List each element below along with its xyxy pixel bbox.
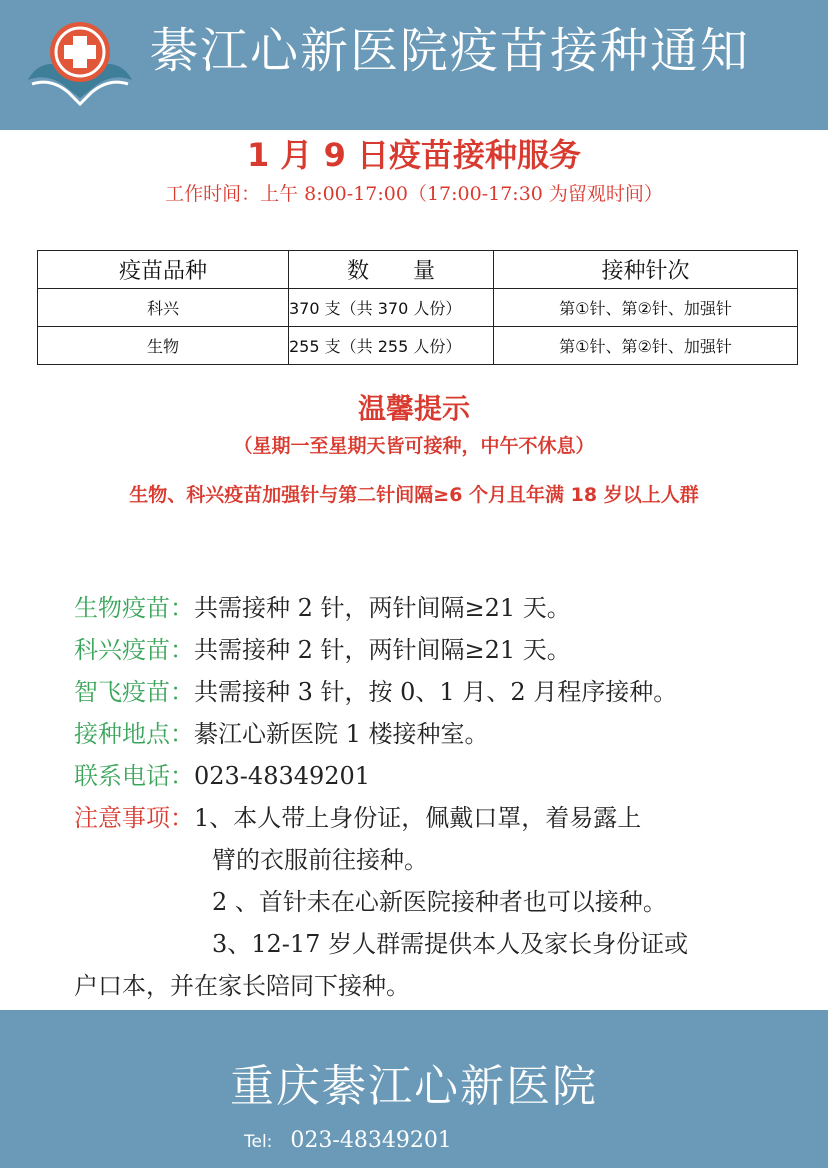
tips-title: 温馨提示 (357, 392, 470, 425)
info-label: 科兴疫苗： (74, 636, 194, 664)
info-label: 联系电话： (74, 762, 194, 790)
vaccine-table (37, 250, 798, 365)
table-row (38, 327, 798, 365)
notice-item-3-wrap: 户口本，并在家长陪同下接种。 (74, 972, 410, 1000)
info-text: 綦江心新医院 1 楼接种室。 (194, 720, 489, 748)
table-row (38, 289, 798, 327)
column-header-vaccine: 疫苗品种 (38, 251, 289, 289)
notice-item-2: 2 、首针未在心新医院接种者也可以接种。 (212, 888, 667, 916)
info-item-phone (74, 756, 370, 791)
footer-tel-label: Tel: (244, 1132, 273, 1152)
notice-item-1-wrap: 臂的衣服前往接种。 (212, 846, 428, 874)
info-item-location (74, 714, 489, 749)
info-text: 共需接种 2 针，两针间隔≥21 天。 (194, 594, 571, 622)
vaccine-doses: 第①针、第②针、加强针 (494, 327, 798, 365)
info-item-zhifei (74, 672, 677, 707)
header-title: 綦江心新医院疫苗接种通知 (150, 23, 751, 79)
info-item-sinopharm (74, 588, 571, 623)
tips-booster: 生物、科兴疫苗加强针与第二针间隔≥6 个月且年满 18 岁以上人群 (129, 484, 699, 506)
vaccine-name: 生物 (38, 327, 289, 365)
notice-text: 1、本人带上身份证，佩戴口罩，着易露上 (194, 804, 642, 832)
info-label: 接种地点： (74, 720, 194, 748)
table-header-row (38, 251, 798, 289)
info-label: 智飞疫苗： (74, 678, 194, 706)
footer-hospital-name: 重庆綦江心新医院 (230, 1061, 598, 1112)
vaccine-name: 科兴 (38, 289, 289, 327)
info-text: 023-48349201 (194, 762, 371, 790)
service-title: 1 月 9 日疫苗接种服务 (247, 136, 581, 174)
tips-schedule: （星期一至星期天皆可接种，中午不休息） (233, 435, 595, 457)
info-text: 共需接种 2 针，两针间隔≥21 天。 (194, 636, 571, 664)
vaccine-quantity: 370 支（共 370 人份） (289, 289, 494, 327)
info-text: 共需接种 3 针，按 0、1 月、2 月程序接种。 (194, 678, 678, 706)
vaccine-doses: 第①针、第②针、加强针 (494, 289, 798, 327)
column-header-quantity: 数 量 (289, 251, 494, 289)
hospital-logo-icon (22, 14, 138, 112)
notice-item-1 (74, 798, 641, 833)
notice-label: 注意事项： (74, 804, 194, 832)
info-label: 生物疫苗： (74, 594, 194, 622)
column-header-doses: 接种针次 (494, 251, 798, 289)
notice-item-3: 3、12-17 岁人群需提供本人及家长身份证或 (212, 930, 689, 958)
footer-phone (244, 1128, 452, 1153)
vaccine-quantity: 255 支（共 255 人份） (289, 327, 494, 365)
info-item-sinovac (74, 630, 571, 665)
work-hours: 工作时间：上午 8:00-17:00（17:00-17:30 为留观时间） (165, 183, 663, 205)
footer-tel-number: 023-48349201 (290, 1128, 452, 1153)
